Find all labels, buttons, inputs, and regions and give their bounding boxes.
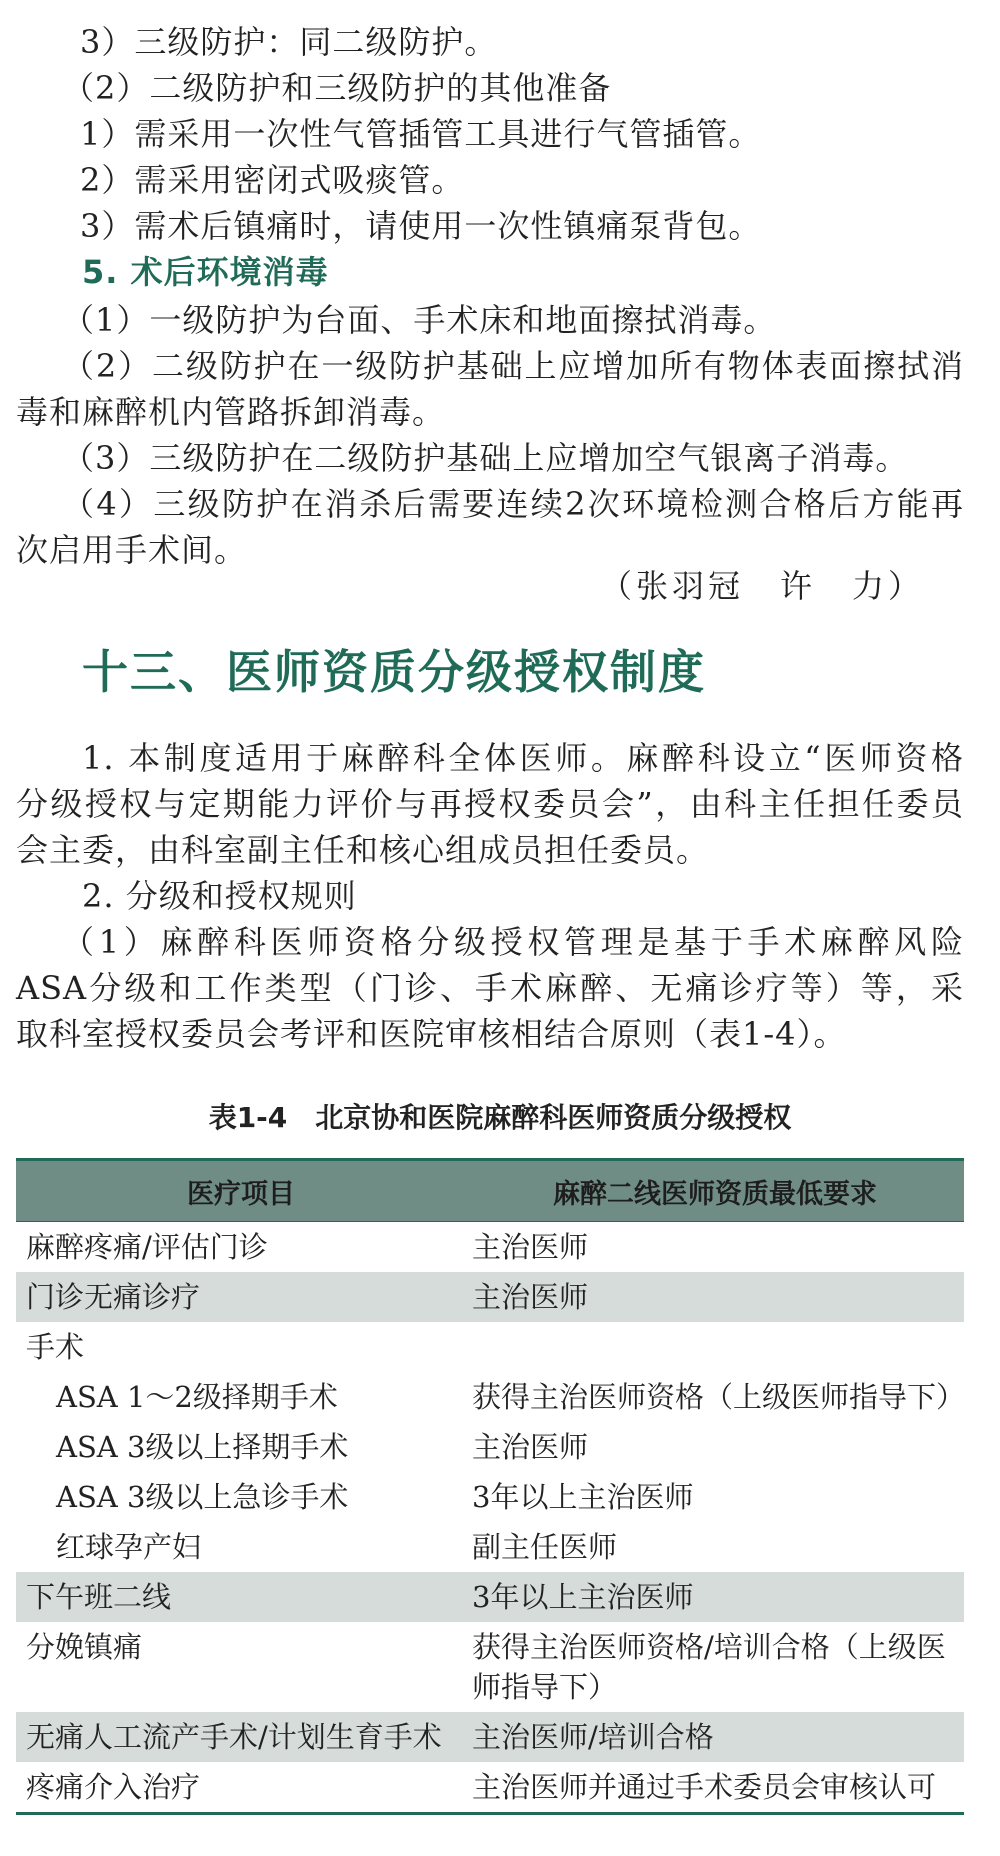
cell-item: ASA 3级以上择期手术 bbox=[56, 1430, 349, 1464]
table-caption bbox=[0, 1098, 1000, 1138]
paragraph: （2）二级防护和三级防护的其他准备 bbox=[62, 69, 612, 107]
cell-requirement: 获得主治医师资格/培训合格（上级医师指导下） bbox=[472, 1630, 946, 1704]
paragraph: （1）一级防护为台面、手术床和地面擦拭消毒。 bbox=[62, 301, 777, 339]
cell-item: 手术 bbox=[26, 1330, 85, 1364]
header-cell-item: 医疗项目 bbox=[187, 1178, 295, 1210]
paragraph: 3）需术后镇痛时，请使用一次性镇痛泵背包。 bbox=[80, 207, 762, 245]
paragraph: 1）需采用一次性气管插管工具进行气管插管。 bbox=[80, 115, 762, 153]
qualification-table bbox=[16, 1158, 964, 1815]
table-row bbox=[16, 1522, 964, 1572]
table-row bbox=[16, 1372, 964, 1422]
cell-item: ASA 1～2级择期手术 bbox=[56, 1380, 338, 1414]
table-row bbox=[16, 1712, 964, 1762]
cell-requirement bbox=[472, 1322, 964, 1332]
cell-requirement: 主治医师/培训合格 bbox=[472, 1720, 714, 1754]
cell-item: 红球孕产妇 bbox=[56, 1530, 202, 1564]
table-header bbox=[16, 1161, 964, 1222]
paragraph: （3）三级防护在二级防护基础上应增加空气银离子消毒。 bbox=[62, 439, 909, 477]
cell-requirement: 副主任医师 bbox=[472, 1530, 618, 1564]
cell-item: 疼痛介入治疗 bbox=[26, 1770, 201, 1804]
table-row bbox=[16, 1762, 964, 1812]
cell-item: 门诊无痛诊疗 bbox=[26, 1280, 201, 1314]
paragraph: 取科室授权委员会考评和医院审核相结合原则（表1-4）。 bbox=[16, 1015, 847, 1053]
table-row bbox=[16, 1322, 964, 1372]
paragraph: 毒和麻醉机内管路拆卸消毒。 bbox=[16, 393, 446, 431]
cell-item: 下午班二线 bbox=[26, 1580, 172, 1614]
cell-item: ASA 3级以上急诊手术 bbox=[56, 1480, 349, 1514]
table-row bbox=[16, 1622, 964, 1712]
table-row bbox=[16, 1272, 964, 1322]
table-caption-title: 北京协和医院麻醉科医师资质分级授权 bbox=[315, 1101, 792, 1134]
table-row bbox=[16, 1472, 964, 1522]
cell-requirement: 主治医师 bbox=[472, 1430, 589, 1464]
cell-requirement: 3年以上主治医师 bbox=[472, 1480, 694, 1514]
paragraph: 1. 本制度适用于麻醉科全体医师。麻醉科设立“医师资格 bbox=[82, 739, 964, 777]
section-title: 十三、医师资质分级授权制度 bbox=[82, 645, 706, 699]
paragraph: 分级授权与定期能力评价与再授权委员会”，由科主任担任委员 bbox=[16, 785, 964, 823]
paragraph: ASA分级和工作类型（门诊、手术麻醉、无痛诊疗等）等，采 bbox=[16, 969, 964, 1007]
paragraph: 2）需采用密闭式吸痰管。 bbox=[80, 161, 465, 199]
cell-requirement: 获得主治医师资格（上级医师指导下） bbox=[472, 1380, 966, 1414]
paragraph: 会主委，由科室副主任和核心组成员担任委员。 bbox=[16, 831, 710, 869]
cell-requirement: 3年以上主治医师 bbox=[472, 1580, 694, 1614]
paragraph: 2. 分级和授权规则 bbox=[82, 877, 357, 915]
header-cell-requirement: 麻醉二线医师资质最低要求 bbox=[553, 1178, 877, 1210]
paragraph: 3）三级防护：同二级防护。 bbox=[80, 23, 498, 61]
cell-item: 分娩镇痛 bbox=[26, 1630, 143, 1664]
cell-requirement: 主治医师 bbox=[472, 1280, 589, 1314]
cell-item: 麻醉疼痛/评估门诊 bbox=[26, 1230, 268, 1264]
paragraph: 次启用手术间。 bbox=[16, 531, 248, 569]
cell-requirement: 主治医师并通过手术委员会审核认可 bbox=[472, 1770, 937, 1804]
table-row bbox=[16, 1222, 964, 1272]
paragraph: （1）麻醉科医师资格分级授权管理是基于手术麻醉风险 bbox=[62, 923, 964, 961]
paragraph: （2）二级防护在一级防护基础上应增加所有物体表面擦拭消 bbox=[62, 347, 964, 385]
subheading: 5. 术后环境消毒 bbox=[82, 253, 329, 291]
paragraph: （4）三级防护在消杀后需要连续2次环境检测合格后方能再 bbox=[62, 485, 964, 523]
cell-requirement: 主治医师 bbox=[472, 1230, 589, 1264]
cell-item: 无痛人工流产手术/计划生育手术 bbox=[26, 1720, 442, 1754]
table-caption-label: 表1-4 bbox=[208, 1101, 288, 1134]
table-row bbox=[16, 1572, 964, 1622]
table-row bbox=[16, 1422, 964, 1472]
author-credit: （张羽冠 许 力） bbox=[600, 567, 925, 605]
